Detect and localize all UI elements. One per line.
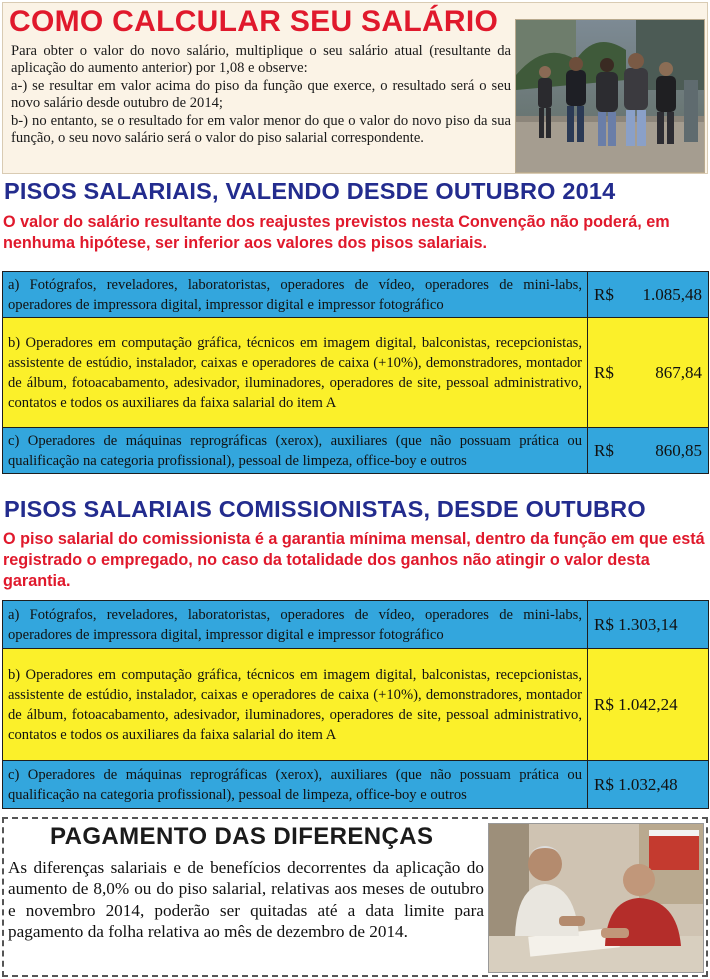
comissionistas-note: O piso salarial do comissionista é a garantia mínima mensal, dentro da função em que está registrado o empregado, no caso da totalidade dos ganhos não atingir o valor desta garantia.: [3, 530, 705, 590]
row-currency: R$: [594, 362, 614, 382]
pisos-table: [2, 271, 709, 474]
meeting-photo: [488, 823, 704, 973]
row-value: [588, 318, 709, 428]
row-currency: R$: [594, 284, 614, 304]
pagamento-title: PAGAMENTO DAS DIFERENÇAS: [50, 823, 434, 850]
row-value: [588, 428, 709, 474]
row-value: R$ 1.303,14: [588, 601, 709, 649]
row-description: c) Operadores de máquinas reprográficas (xerox), auxiliares (que não possuam prática ou qualificação na categoria profissional), pessoal de limpeza, office-boy e outros: [3, 428, 588, 474]
row-description: c) Operadores de máquinas reprográficas (xerox), auxiliares (que não possuam prática ou qualificação na categoria profissional), pessoal de limpeza, office-boy e outros: [3, 761, 588, 809]
street-people-photo: [515, 19, 705, 173]
row-description: b) Operadores em computação gráfica, técnicos em imagem digital, balconistas, recepcionistas, assistente de estúdio, instalador, caixas e operadores de caixa (+10%), demonstradores, montador de álbum, fotoacabamento, adesivador, iluminadores, operadores de site, pessoal administrativo, contatos e todos os auxiliares da faixa salarial do item A: [3, 649, 588, 761]
table-row: [3, 649, 709, 761]
row-value: R$ 1.032,48: [588, 761, 709, 809]
pisos-note: O valor do salário resultante dos reajustes previstos nesta Convenção não poderá, em nenhuma hipótese, ser inferior aos valores dos pisos salariais.: [3, 213, 670, 252]
row-description: a) Fotógrafos, reveladores, laboratoristas, operadores de vídeo, operadores de mini-labs, operadores de impressora digital, impressor digital e impressor fotográfico: [3, 601, 588, 649]
comissionistas-title: PISOS SALARIAIS COMISSIONISTAS, DESDE OUTUBRO: [4, 496, 646, 522]
calc-paragraph: b-) no entanto, se o resultado for em valor menor do que o valor do novo piso da sua função, o seu novo salário será o valor do piso salarial correspondente.: [11, 112, 511, 147]
table-row: [3, 601, 709, 649]
pisos-title: PISOS SALARIAIS, VALENDO DESDE OUTUBRO 2014: [4, 178, 616, 204]
table-row: [3, 318, 709, 428]
row-description: b) Operadores em computação gráfica, técnicos em imagem digital, balconistas, recepcionistas, assistente de estúdio, instalador, caixas e operadores de caixa (+10%), demonstradores, montador de álbum, fotoacabamento, adesivador, iluminadores, operadores de site, pessoal administrativo, contatos e todos os auxiliares da faixa salarial do item A: [3, 318, 588, 428]
table-row: [3, 761, 709, 809]
calc-section: [2, 2, 708, 174]
row-amount: 1.085,48: [642, 284, 702, 304]
pagamento-body: As diferenças salariais e de benefícios decorrentes da aplicação do aumento de 8,0% ou do piso salarial, relativas aos meses de outubro e novembro 2014, poderão ser quitadas até a data limite para pagamento da folha relativa ao mês de dezembro de 2014.: [8, 858, 484, 942]
row-amount: 867,84: [655, 362, 702, 382]
row-value: R$ 1.042,24: [588, 649, 709, 761]
table-row: [3, 428, 709, 474]
comissionistas-table: [2, 600, 709, 809]
row-currency: R$: [594, 440, 614, 460]
calc-paragraph: Para obter o valor do novo salário, multiplique o seu salário atual (resultante da aplicação do aumento anterior) por 1,08 e observe:: [11, 43, 511, 77]
row-value: [588, 272, 709, 318]
calc-body: [11, 43, 511, 147]
calc-title: COMO CALCULAR SEU SALÁRIO: [9, 5, 499, 38]
row-description: a) Fotógrafos, reveladores, laboratoristas, operadores de vídeo, operadores de mini-labs, operadores de impressora digital, impressor digital e impressor fotográfico: [3, 272, 588, 318]
calc-paragraph: a-) se resultar em valor acima do piso da função que exerce, o resultado será o seu novo salário desde outubro de 2014;: [11, 77, 511, 112]
pagamento-section: [2, 817, 708, 977]
table-row: [3, 272, 709, 318]
row-amount: 860,85: [655, 440, 702, 460]
